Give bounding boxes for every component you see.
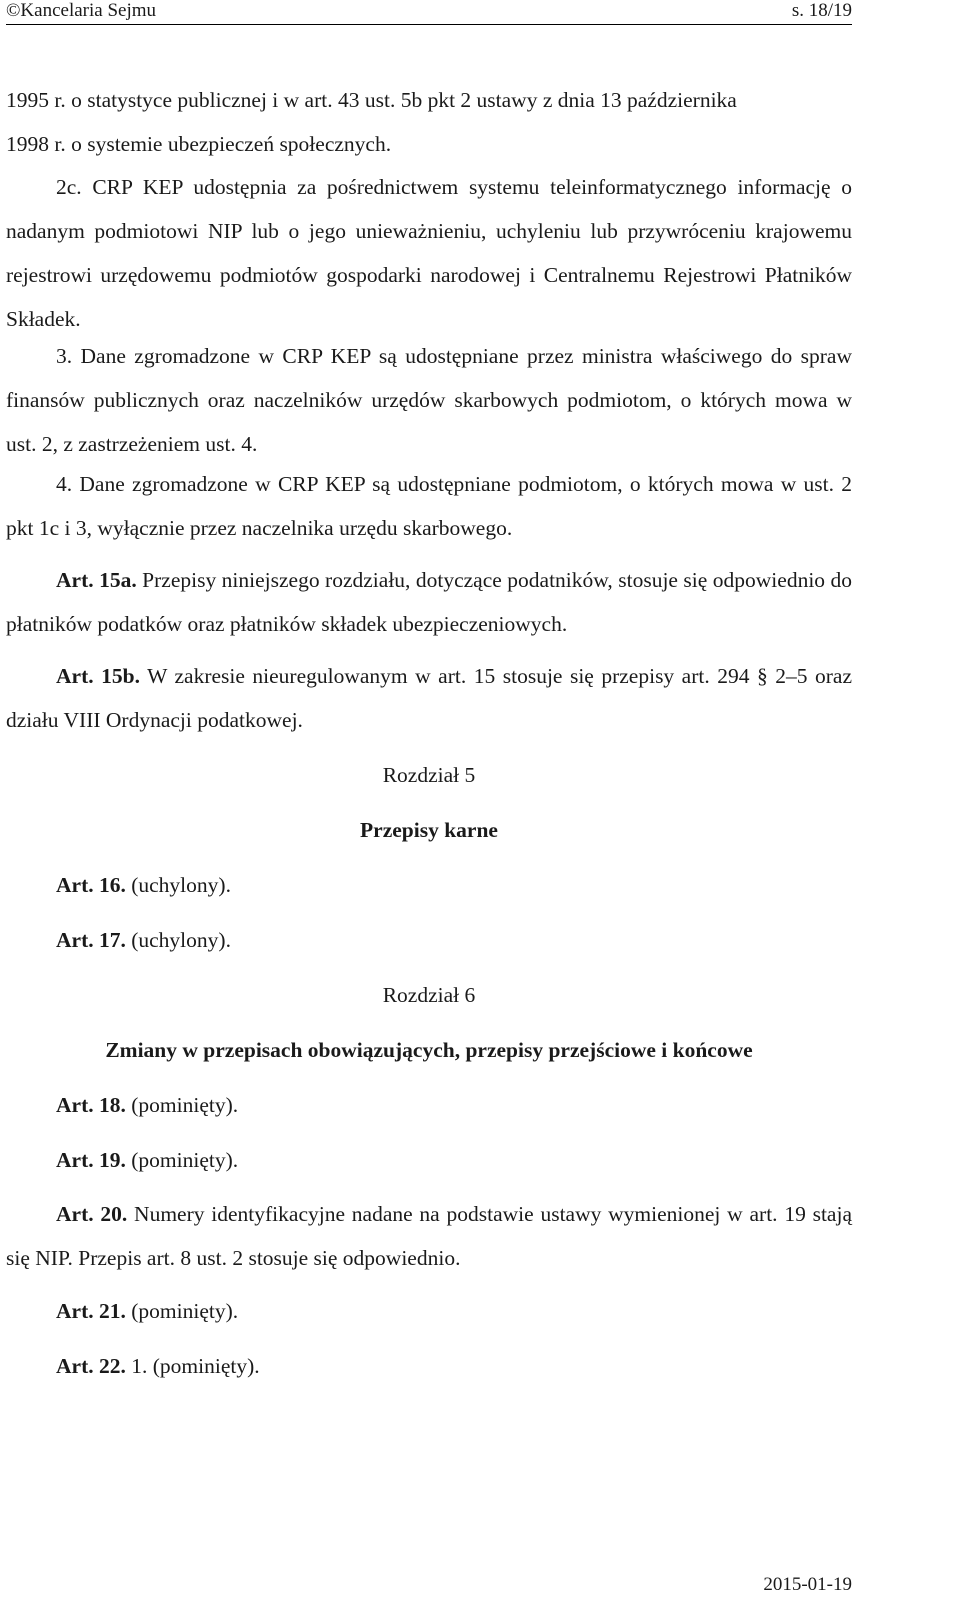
- article-19-text: (pominięty).: [125, 1148, 239, 1172]
- paragraph-4: 4. Dane zgromadzone w CRP KEP są udostępniane podmiotom, o których mowa w ust. 2 pkt 1c i 3, wyłącznie przez naczelnika urzędu skarbowego.: [6, 472, 852, 540]
- article-15b-label: Art. 15b.: [56, 664, 140, 688]
- article-16-label: Art. 16.: [56, 873, 126, 897]
- paragraph-continuation-line-2: 1998 r. o systemie ubezpieczeń społecznych.: [6, 132, 392, 156]
- article-22-label: Art. 22.: [56, 1354, 126, 1378]
- article-17-text: (uchylony).: [125, 928, 231, 952]
- article-18-label: Art. 18.: [56, 1093, 126, 1117]
- article-15a-label: Art. 15a.: [56, 568, 137, 592]
- article-18-text: (pominięty).: [125, 1093, 239, 1117]
- article-18: [56, 1083, 902, 1127]
- article-21: [56, 1289, 902, 1333]
- chapter-6-title: Zmiany w przepisach obowiązujących, przepisy przejściowe i końcowe: [105, 1038, 753, 1062]
- document-page: [6, 0, 852, 1605]
- paragraph-2c: 2c. CRP KEP udostępnia za pośrednictwem systemu teleinformatycznego informację o nadanym podmiotowi NIP lub o jego unieważnieniu, uchyleniu lub przywróceniu krajowemu rejestrowi urzędowemu podmiotów gospodarki narodowej i Centralnemu Rejestrowi Płatników Składek.: [6, 175, 852, 331]
- article-15a-text: Przepisy niniejszego rozdziału, dotyczące podatników, stosuje się odpowiednio do płatników podatków oraz płatników składek ubezpieczeniowych.: [6, 568, 853, 636]
- article-19: [56, 1138, 902, 1182]
- chapter-6-number: Rozdział 6: [382, 983, 476, 1007]
- chapter-5-title: Przepisy karne: [360, 818, 498, 842]
- article-16-text: (uchylony).: [125, 873, 231, 897]
- article-17-label: Art. 17.: [56, 928, 126, 952]
- article-16: [56, 863, 902, 907]
- article-19-label: Art. 19.: [56, 1148, 126, 1172]
- footer-date: 2015-01-19: [763, 1574, 852, 1595]
- article-22: [56, 1344, 902, 1388]
- article-22-text: 1. (pominięty).: [125, 1354, 260, 1378]
- page-header: [6, 0, 852, 25]
- paragraph-3: 3. Dane zgromadzone w CRP KEP są udostępniane przez ministra właściwego do spraw finansów publicznych oraz naczelników urzędów skarbowych podmiotom, o których mowa w ust. 2, z zastrzeżeniem ust. 4.: [6, 344, 852, 456]
- article-15a: [6, 558, 852, 646]
- article-20-text: Numery identyfikacyjne nadane na podstawie ustawy wymienionej w art. 19 stają się NIP. Przepis art. 8 ust. 2 stosuje się odpowiednio.: [6, 1202, 852, 1270]
- article-21-label: Art. 21.: [56, 1299, 126, 1323]
- article-15b-text: W zakresie nieuregulowanym w art. 15 stosuje się przepisy art. 294 § 2–5 oraz działu VIII Ordynacji podatkowej.: [6, 664, 852, 732]
- header-copyright: ©Kancelaria Sejmu: [6, 0, 157, 21]
- article-15b: [6, 654, 852, 742]
- article-20-label: Art. 20.: [56, 1202, 128, 1226]
- header-page-number: s. 18/19: [791, 0, 852, 21]
- paragraph-continuation-line-1: 1995 r. o statystyce publicznej i w art. 43 ust. 5b pkt 2 ustawy z dnia 13 października: [6, 88, 737, 112]
- chapter-5-number: Rozdział 5: [382, 763, 476, 787]
- article-17: [56, 918, 902, 962]
- article-20: [6, 1192, 852, 1280]
- article-21-text: (pominięty).: [125, 1299, 239, 1323]
